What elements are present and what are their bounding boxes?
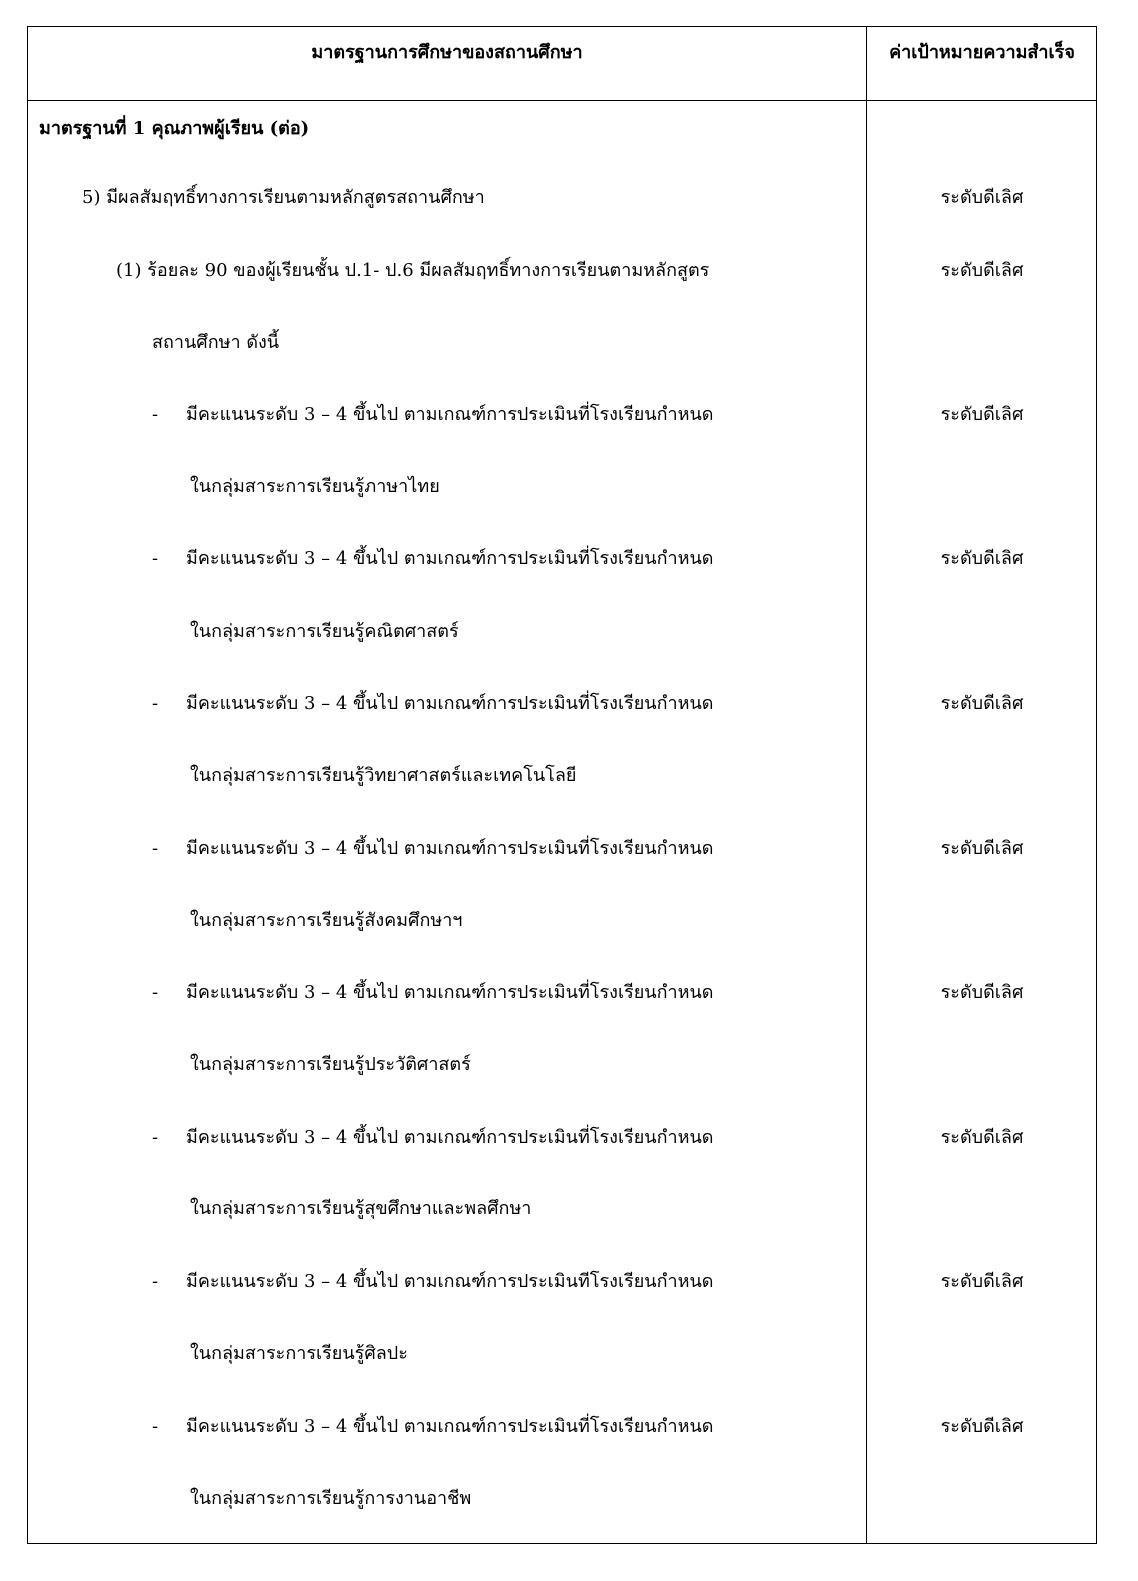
column-divider bbox=[866, 27, 867, 1543]
bullet-dash: - bbox=[152, 982, 159, 1003]
bullet-line1: มีคะแนนระดับ 3 – 4 ขึ้นไป ตามเกณฑ์การประเมินที่โรงเรียนกำหนด bbox=[186, 982, 714, 1003]
header-target: ค่าเป้าหมายความสำเร็จ bbox=[889, 42, 1075, 63]
bullet-line2: ในกลุ่มสาระการเรียนรู้ภาษาไทย bbox=[190, 476, 440, 497]
item-5-1-line2: สถานศึกษา ดังนี้ bbox=[152, 332, 280, 353]
item-5-text: 5) มีผลสัมฤทธิ์ทางการเรียนตามหลักสูตรสถานศึกษา bbox=[82, 187, 485, 208]
bullet-dash: - bbox=[152, 1127, 159, 1148]
item-5-1-target: ระดับดีเลิศ bbox=[940, 260, 1024, 281]
bullet-target: ระดับดีเลิศ bbox=[940, 1271, 1024, 1292]
bullet-target: ระดับดีเลิศ bbox=[940, 982, 1024, 1003]
bullet-target: ระดับดีเลิศ bbox=[940, 1416, 1024, 1437]
bullet-line1: มีคะแนนระดับ 3 – 4 ขึ้นไป ตามเกณฑ์การประเมินที่โรงเรียนกำหนด bbox=[186, 1416, 714, 1437]
bullet-target: ระดับดีเลิศ bbox=[940, 693, 1024, 714]
bullet-target: ระดับดีเลิศ bbox=[940, 548, 1024, 569]
bullet-dash: - bbox=[152, 404, 159, 425]
bullet-dash: - bbox=[152, 548, 159, 569]
bullet-line1: มีคะแนนระดับ 3 – 4 ขึ้นไป ตามเกณฑ์การประเมินที่โรงเรียนกำหนด bbox=[186, 548, 714, 569]
bullet-line1: มีคะแนนระดับ 3 – 4 ขึ้นไป ตามเกณฑ์การประเมินที่โรงเรียนกำหนด bbox=[186, 404, 714, 425]
bullet-line2: ในกลุ่มสาระการเรียนรู้คณิตศาสตร์ bbox=[190, 621, 459, 642]
standards-table bbox=[27, 26, 1097, 1544]
bullet-dash: - bbox=[152, 1416, 159, 1437]
bullet-line1: มีคะแนนระดับ 3 – 4 ขึ้นไป ตามเกณฑ์การประเมินที่โรงเรียนกำหนด bbox=[186, 838, 714, 859]
bullet-target: ระดับดีเลิศ bbox=[940, 1127, 1024, 1148]
item-5-1-line1: (1) ร้อยละ 90 ของผู้เรียนชั้น ป.1- ป.6 มีผลสัมฤทธิ์ทางการเรียนตามหลักสูตร bbox=[116, 260, 710, 281]
bullet-line2: ในกลุ่มสาระการเรียนรู้สังคมศึกษาฯ bbox=[190, 910, 463, 931]
bullet-dash: - bbox=[152, 838, 159, 859]
bullet-dash: - bbox=[152, 693, 159, 714]
header-standards: มาตรฐานการศึกษาของสถานศึกษา bbox=[311, 42, 583, 63]
bullet-line1: มีคะแนนระดับ 3 – 4 ขึ้นไป ตามเกณฑ์การประเมินทีโรงเรียนกำหนด bbox=[186, 1271, 714, 1292]
bullet-target: ระดับดีเลิศ bbox=[940, 404, 1024, 425]
bullet-line1: มีคะแนนระดับ 3 – 4 ขึ้นไป ตามเกณฑ์การประเมินที่โรงเรียนกำหนด bbox=[186, 693, 714, 714]
bullet-line2: ในกลุ่มสาระการเรียนรู้สุขศึกษาและพลศึกษา bbox=[190, 1198, 532, 1219]
bullet-dash: - bbox=[152, 1271, 159, 1292]
header-divider bbox=[28, 100, 1096, 101]
bullet-line1: มีคะแนนระดับ 3 – 4 ขึ้นไป ตามเกณฑ์การประเมินที่โรงเรียนกำหนด bbox=[186, 1127, 714, 1148]
bullet-line2: ในกลุ่มสาระการเรียนรู้วิทยาศาสตร์และเทคโนโลยี bbox=[190, 765, 577, 786]
bullet-line2: ในกลุ่มสาระการเรียนรู้ประวัติศาสตร์ bbox=[190, 1054, 471, 1075]
bullet-line2: ในกลุ่มสาระการเรียนรู้ศิลปะ bbox=[190, 1343, 408, 1364]
bullet-target: ระดับดีเลิศ bbox=[940, 838, 1024, 859]
standard-title: มาตรฐานที่ 1 คุณภาพผู้เรียน (ต่อ) bbox=[39, 118, 310, 139]
item-5-target: ระดับดีเลิศ bbox=[940, 187, 1024, 208]
bullet-line2: ในกลุ่มสาระการเรียนรู้การงานอาชีพ bbox=[190, 1488, 472, 1509]
